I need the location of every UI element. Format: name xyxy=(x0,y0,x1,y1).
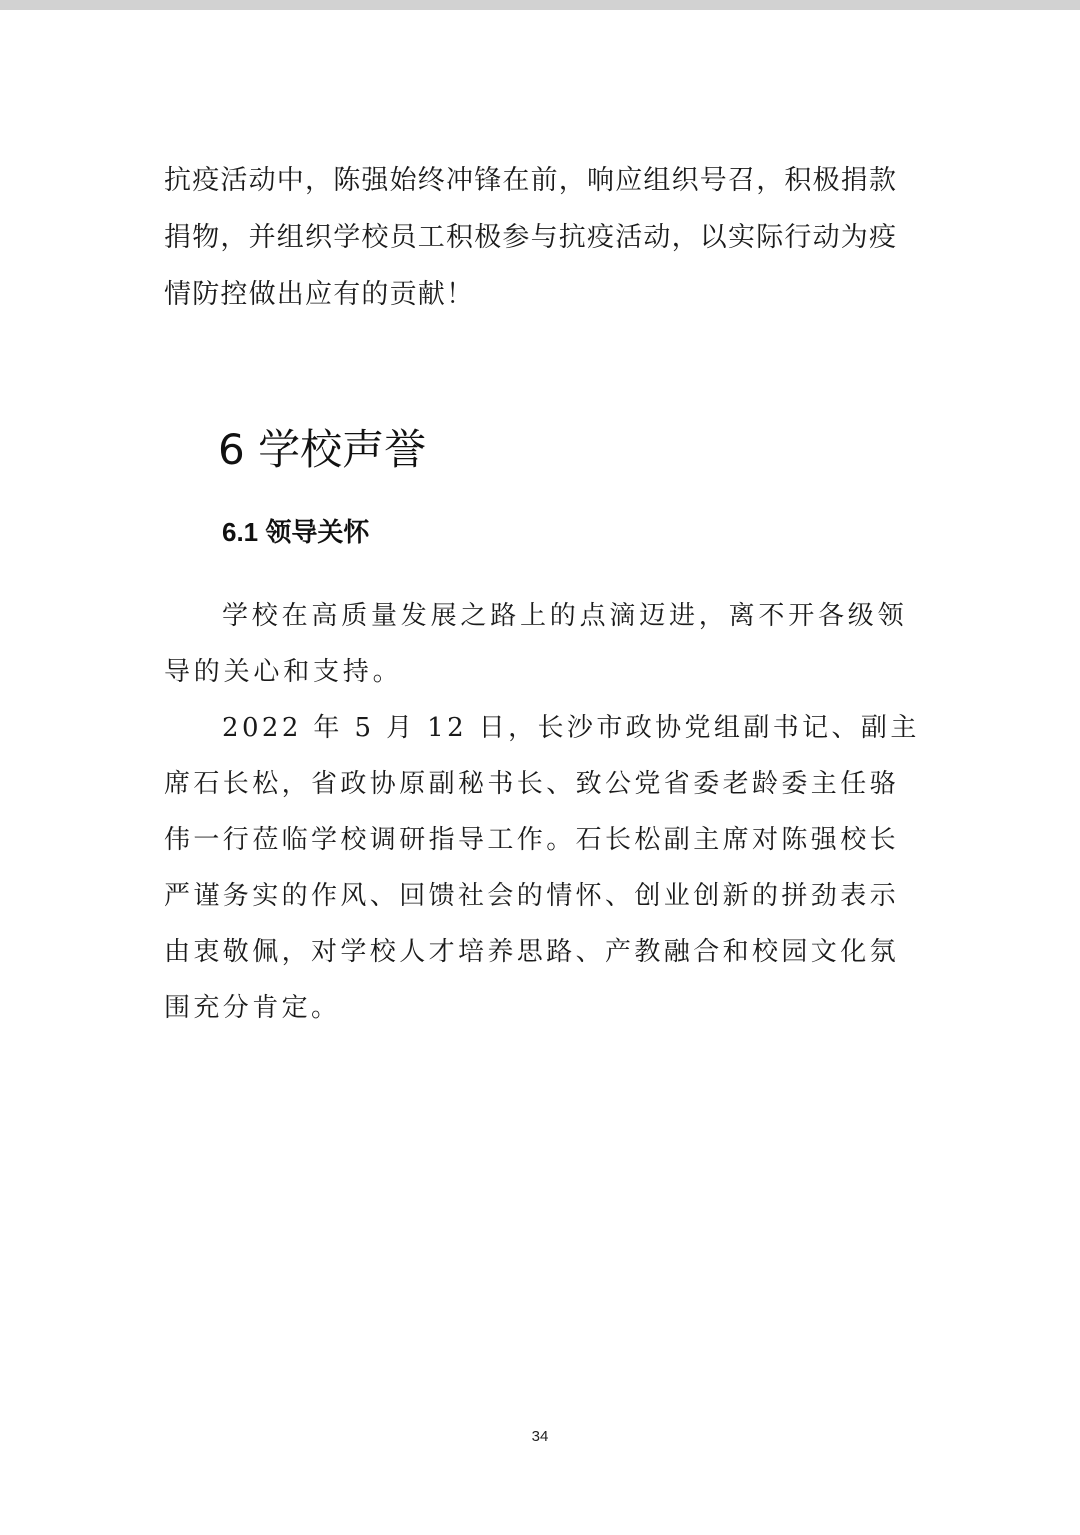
section-heading: 6 学校声誉 xyxy=(218,425,427,474)
continued-paragraph: 抗疫活动中，陈强始终冲锋在前，响应组织号召，积极捐款捐物，并组织学校员工积极参与抗疫活动，以实际行动为疫情防控做出应有的贡献！ xyxy=(164,165,898,310)
body-paragraph-visit: 2022 年 5 月 12 日，长沙市政协党组副书记、副主席石长松，省政协原副秘书长、致公党省委老龄委主任骆伟一行莅临学校调研指导工作。石长松副主席对陈强校长严谨务实的作风、回馈社会的情怀、创业创新的拼劲表示由衷敬佩，对学校人才培养思路、产教融合和校园文化氛围充分肯定。 xyxy=(164,713,920,1023)
page-number: 34 xyxy=(531,1428,549,1445)
body-paragraph-intro: 学校在高质量发展之路上的点滴迈进，离不开各级领导的关心和支持。 xyxy=(164,601,908,687)
subsection-heading: 6.1 领导关怀 xyxy=(222,517,370,547)
